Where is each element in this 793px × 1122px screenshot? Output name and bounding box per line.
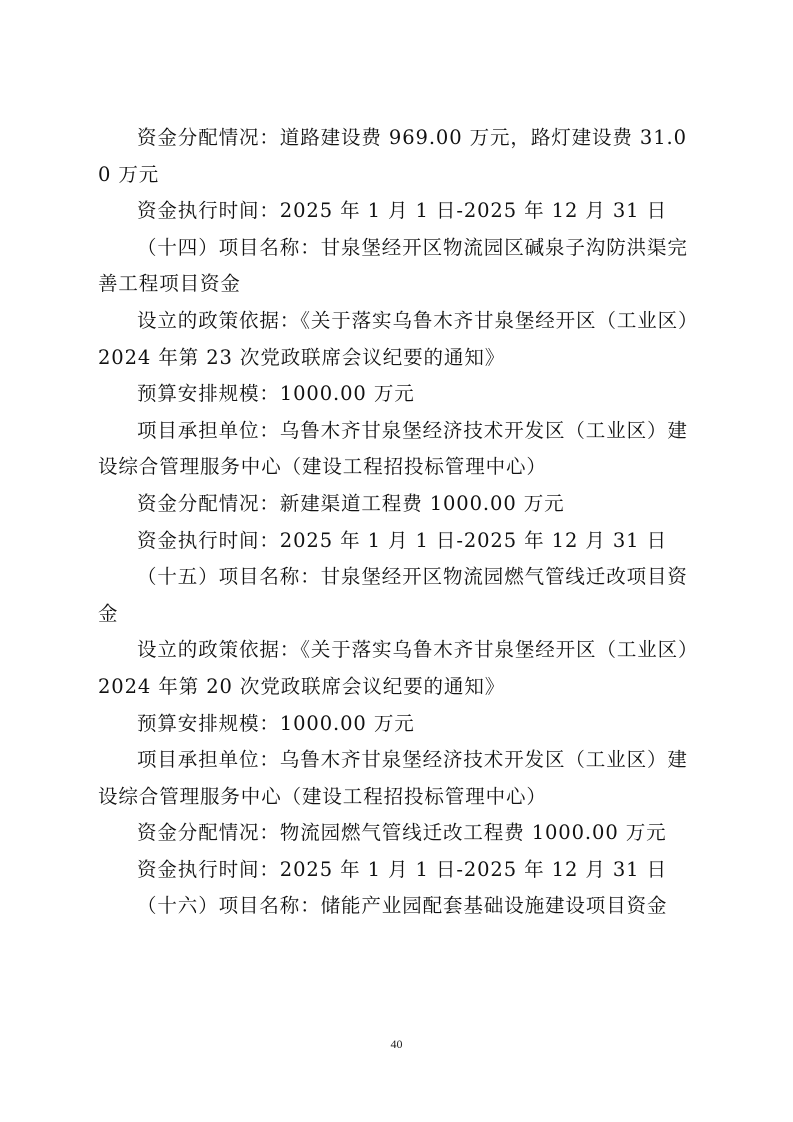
paragraph-policy-basis: 设立的政策依据：《关于落实乌鲁木齐甘泉堡经开区（工业区）2024 年第 23 次党政联席会议纪要的通知》 [98,308,689,369]
paragraph-project-15-title: （十五）项目名称：甘泉堡经开区物流园燃气管线迁改项目资金 [98,565,688,625]
paragraph-execution-time: 资金执行时间：2025 年 1 月 1 日-2025 年 12 月 31 日 [137,857,667,881]
page-number: 40 [390,1037,403,1051]
paragraph-execution-time: 资金执行时间：2025 年 1 月 1 日-2025 年 12 月 31 日 [137,528,667,552]
body-text [98,120,694,925]
paragraph-budget-scale: 预算安排规模：1000.00 万元 [137,711,415,735]
paragraph-project-14-title: （十四）项目名称：甘泉堡经开区物流园区碱泉子沟防洪渠完善工程项目资金 [98,235,688,296]
paragraph-project-16-title: （十六）项目名称：储能产业园配套基础设施建设项目资金 [137,894,668,918]
paragraph-funding-allocation: 资金分配情况：新建渠道工程费 1000.00 万元 [137,491,565,515]
paragraph-funding-allocation: 资金分配情况：物流园燃气管线迁改工程费 1000.00 万元 [137,821,667,845]
paragraph-execution-time: 资金执行时间：2025 年 1 月 1 日-2025 年 12 月 31 日 [137,199,667,223]
paragraph-funding-allocation: 资金分配情况：道路建设费 969.00 万元，路灯建设费 31.00 万元 [98,126,687,186]
paragraph-responsible-unit: 项目承担单位：乌鲁木齐甘泉堡经济技术开发区（工业区）建设综合管理服务中心（建设工程招投标管理中心） [98,418,688,479]
paragraph-policy-basis: 设立的政策依据：《关于落实乌鲁木齐甘泉堡经开区（工业区）2024 年第 20 次党政联席会议纪要的通知》 [98,638,689,698]
paragraph-budget-scale: 预算安排规模：1000.00 万元 [137,382,415,406]
paragraph-responsible-unit: 项目承担单位：乌鲁木齐甘泉堡经济技术开发区（工业区）建设综合管理服务中心（建设工程招投标管理中心） [98,748,688,808]
